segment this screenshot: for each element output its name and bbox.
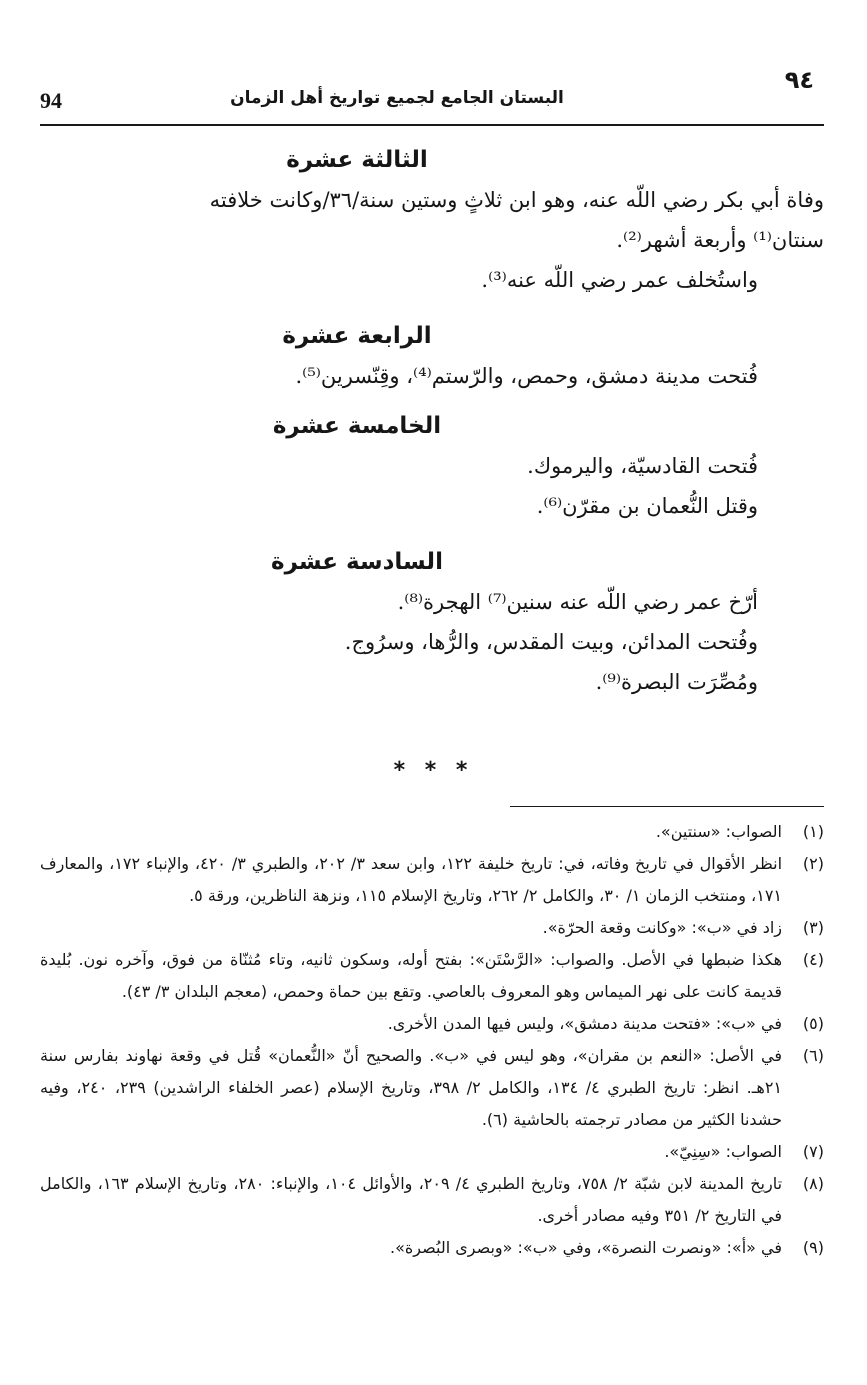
footnote: [40, 816, 824, 848]
paragraph: وفاة أبي بكر رضي اللّه عنه، وهو ابن ثلاثٍ وستين سنة/٣٦/وكانت خلافته: [209, 188, 824, 212]
section-heading: الرابعة عشرة: [282, 323, 432, 349]
footnote: [40, 848, 824, 912]
section-heading: الخامسة عشرة: [272, 413, 442, 439]
page-header: [40, 58, 824, 126]
section-heading: السادسة عشرة: [271, 549, 443, 575]
footnote-text: زاد في «ب»: «وكانت وقعة الحرّة».: [542, 918, 782, 937]
footnote-text: الصواب: «سنتين».: [655, 822, 782, 841]
footnote: [40, 1136, 824, 1168]
footnote: [40, 1168, 824, 1232]
footnote-number: (٨): [802, 1174, 824, 1193]
paragraph: فُتحت مدينة دمشق، وحمص، والرّستم⁽⁴⁾، وقِنّسرين⁽⁵⁾.: [295, 364, 758, 388]
paragraph: وفُتحت المدائن، وبيت المقدس، والرُّها، وسرُوج.: [344, 630, 758, 654]
footnote-text: هكذا ضبطها في الأصل. والصواب: «الرَّسْتَن»: بفتح أوله، وسكون ثانيه، وتاء مُثنّاة من فوق، وآخره نون. بُليدة قديمة كانت على نهر الميماس وهو المعروف بالعاصي. وتقع بين حماة وحمص، (معجم البلدان ٣/ ٤٣).: [40, 950, 782, 1001]
footnote-number: (٣): [802, 918, 824, 937]
section-heading: الثالثة عشرة: [286, 147, 428, 173]
footnote: [40, 912, 824, 944]
footnote-number: (٤): [802, 950, 824, 969]
paragraph: ومُصِّرَت البصرة⁽⁹⁾.: [595, 670, 758, 694]
footnote-text: تاريخ المدينة لابن شبّة ٢/ ٧٥٨، وتاريخ الطبري ٤/ ٢٠٩، والأوائل ١٠٤، والإنباء: ٢٨٠، وتاريخ الإسلام ١٦٣، والكامل في التاريخ ٢/ ٣٥١ وفيه مصادر أخرى.: [40, 1174, 783, 1225]
paragraph: واستُخلف عمر رضي اللّه عنه⁽³⁾.: [481, 268, 758, 292]
paragraph: فُتحت القادسيّة، واليرموك.: [527, 454, 758, 478]
footnote-number: (٦): [802, 1046, 824, 1065]
footnote-text: في الأصل: «النعم بن مقران»، وهو ليس في «ب». والصحيح أنّ «النُّعمان» قُتل في وقعة نهاوند بفارس سنة ٢١هـ. انظر: تاريخ الطبري ٤/ ١٣٤، والكامل ٢/ ٣٩٨، وتاريخ الإسلام (عصر الخلفاء الراشدين) ٢٣٩، ٢٤٠، وفيه حشدنا الكثير من مصادر ترجمته بالحاشية (٦).: [40, 1046, 783, 1129]
footnote-text: في «ب»: «فتحت مدينة دمشق»، وليس فيها المدن الأخرى.: [387, 1014, 782, 1033]
running-title: البستان الجامع لجميع تواريخ أهل الزمان: [230, 88, 564, 108]
footnote-number: (٢): [802, 854, 824, 873]
footnote: [40, 1040, 824, 1136]
page-number-arabic: ٩٤: [784, 66, 814, 94]
footnote-number: (١): [802, 822, 824, 841]
footnote: [40, 944, 824, 1008]
footnote: [40, 1232, 824, 1264]
footnote-text: الصواب: «سِنِيّ».: [664, 1142, 782, 1161]
footnote: [40, 1008, 824, 1040]
paragraph: وقتل النُّعمان بن مقرّن⁽⁶⁾.: [536, 494, 758, 518]
footnote-text: في «أ»: «ونصرت النصرة»، وفي «ب»: «وبصرى البُصرة».: [390, 1238, 782, 1257]
footnote-number: (٥): [802, 1014, 824, 1033]
footnotes: [40, 816, 824, 1264]
paragraph: أرّخ عمر رضي اللّه عنه سنين⁽⁷⁾ الهجرة⁽⁸⁾.: [397, 590, 758, 614]
main-text: [40, 140, 824, 702]
footnote-number: (٩): [802, 1238, 824, 1257]
section-separator: * * *: [393, 758, 474, 783]
footnote-text: انظر الأقوال في تاريخ وفاته، في: تاريخ خليفة ١٢٢، وابن سعد ٣/ ٢٠٢، والطبري ٣/ ٤٢٠، والإنباء ١٧٢، والمعارف ١٧١، ومنتخب الزمان ١/ ٣٠، والكامل ٢/ ٢٦٢، وتاريخ الإسلام ١١٥، ونزهة الناظرين، ورقة ٥.: [40, 854, 783, 905]
footnote-number: (٧): [802, 1142, 824, 1161]
paragraph: سنتان⁽¹⁾ وأربعة أشهر⁽²⁾.: [616, 228, 824, 252]
footnote-rule: [510, 806, 824, 807]
page-number-latin: 94: [40, 88, 62, 113]
